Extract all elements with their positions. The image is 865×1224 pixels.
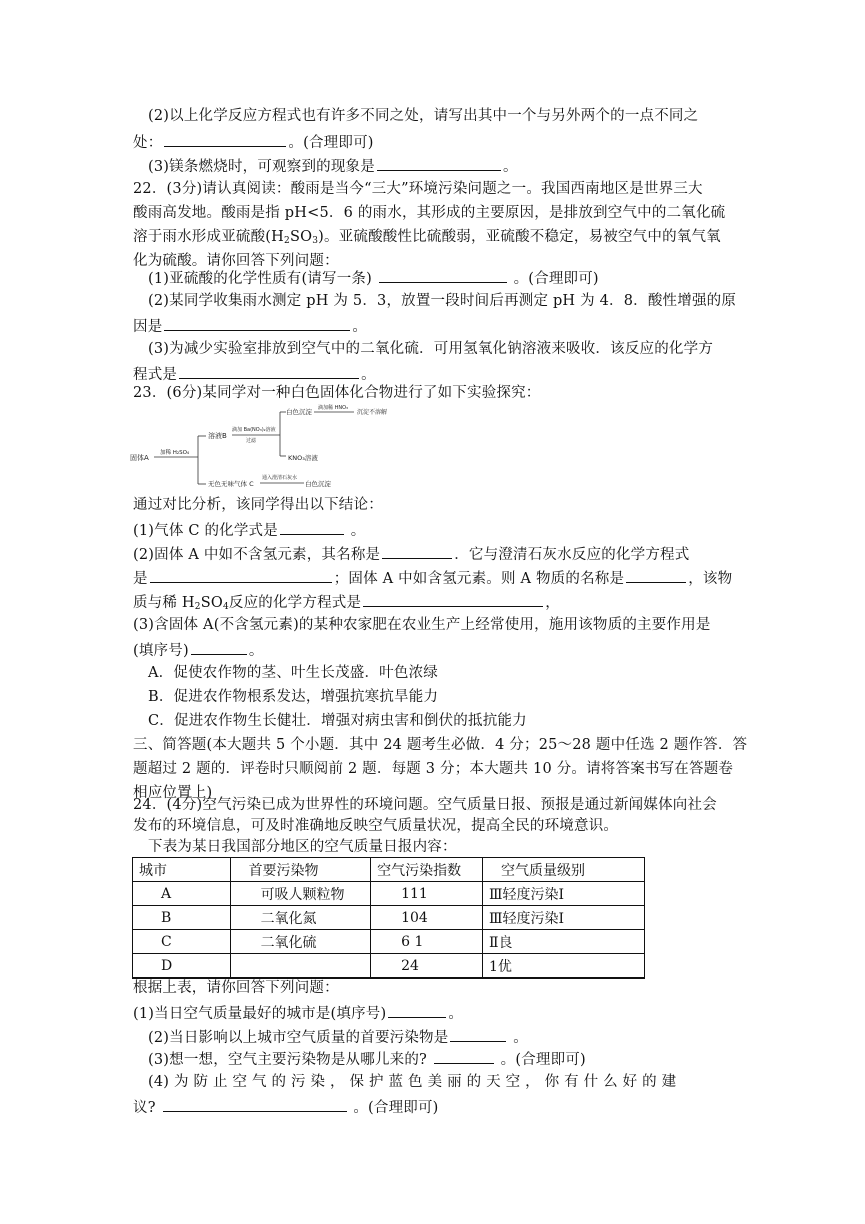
table-row <box>133 906 645 930</box>
flow-ppt-insoluble: 沉淀不溶解 <box>357 409 388 416</box>
flow-reagent2b: 过滤 <box>246 438 257 444</box>
table-cell: 二氧化氮 <box>230 906 371 930</box>
section3-line1: 三、简答题(本大题共 5 个小题．其中 24 题考生必做．4 分；25～28 题中任选 2 题作答．答 <box>133 737 748 753</box>
table-cell: 1优 <box>482 954 644 979</box>
q23-part3-line1: (3)含固体 A(不含氢元素)的某种农家肥在农业生产上经常使用，施用该物质的主要作用是 <box>133 617 711 633</box>
q24-part2: (2)当日影响以上城市空气质量的首要污染物是 。 <box>148 1026 528 1048</box>
table-cell: B <box>133 906 231 930</box>
flow-reagent4: 通入澄清石灰水 <box>262 475 298 481</box>
table-header: 首要污染物 <box>230 858 371 882</box>
table-cell: C <box>133 930 231 954</box>
answer-blank[interactable] <box>379 267 507 283</box>
table-cell: A <box>133 882 231 906</box>
flow-white-ppt: 白色沉淀 <box>286 408 312 416</box>
answer-blank[interactable] <box>280 519 344 535</box>
answer-blank[interactable] <box>179 363 359 379</box>
answer-blank[interactable] <box>150 567 332 583</box>
q24-after-table: 根据上表，请你回答下列问题： <box>133 980 339 996</box>
option-a: A．促使农作物的茎、叶生长茂盛．叶色浓绿 <box>148 665 438 681</box>
q24-part4-line2: 议? 。(合理即可) <box>133 1096 439 1118</box>
table-header: 空气污染指数 <box>371 858 483 882</box>
table-cell: Ⅲ轻度污染Ⅰ <box>482 906 644 930</box>
table-cell: 24 <box>371 954 483 979</box>
q21-part3: (3)镁条燃烧时，可观察到的现象是 。 <box>148 155 518 177</box>
table-cell: D <box>133 954 231 979</box>
answer-blank[interactable] <box>450 1026 506 1042</box>
table-cell: 6 1 <box>371 930 483 954</box>
q23-part1: (1)气体 C 的化学式是 。 <box>133 519 365 541</box>
table-header: 空气质量级别 <box>482 858 644 882</box>
q23-part2-line3: 质与稀 $H_2SO_4$反应的化学方程式是 ， <box>133 591 560 613</box>
answer-blank[interactable] <box>382 543 452 559</box>
table-cell: Ⅲ轻度污染Ⅰ <box>482 882 644 906</box>
q22-part3-line1: (3)为减少实验室排放到空气中的二氧化硫．可用氢氧化钠溶液来吸收．该反应的化学方 <box>148 341 714 357</box>
table-row <box>133 954 645 979</box>
answer-blank[interactable] <box>191 639 247 655</box>
q24-part3: (3)想一想，空气主要污染物是从哪儿来的? 。(合理即可) <box>148 1048 586 1070</box>
answer-blank[interactable] <box>163 1096 347 1112</box>
q24-part1: (1)当日空气质量最好的城市是(填序号) 。 <box>133 1002 463 1024</box>
q22-line2: 酸雨高发地。酸雨是指 pH<5．6 的雨水，其形成的主要原因，是排放到空气中的二氧化硫 <box>133 205 726 221</box>
q23-intro: 23．(6分)某同学对一种白色固体化合物进行了如下实验探究： <box>133 385 541 401</box>
q23-conclusion: 通过对比分析，该同学得出以下结论： <box>133 497 383 513</box>
table-cell <box>230 954 371 979</box>
table-cell: 104 <box>371 906 483 930</box>
table-header: 城市 <box>133 858 231 882</box>
table-cell: 111 <box>371 882 483 906</box>
flow-white-ppt2: 白色沉淀 <box>305 480 331 488</box>
q22-part1: (1)亚硫酸的化学性质有(请写一条) 。(合理即可) <box>148 267 599 289</box>
table-row <box>133 882 645 906</box>
answer-blank[interactable] <box>164 315 350 331</box>
experiment-flowchart <box>128 404 398 489</box>
table-cell: 可吸人颗粒物 <box>230 882 371 906</box>
q24-part4-line1: (4) 为 防 止 空 气 的 污 染 ， 保 护 蓝 色 美 丽 的 天 空 ， 你 有 什 么 好 的 建 <box>148 1074 677 1090</box>
q24-line1: 24．(4分)空气污染已成为世界性的环境问题。空气质量日报、预报是通过新闻媒体向社会 <box>133 797 717 813</box>
q24-line2: 发布的环境信息，可及时准确地反映空气质量状况，提高全民的环境意识。 <box>133 818 619 834</box>
q22-part3-line2: 程式是 。 <box>133 363 376 385</box>
flow-solution-b: 溶液B <box>208 432 227 440</box>
option-c: C．促进农作物生长健壮．增强对病虫害和倒伏的抵抗能力 <box>148 713 527 729</box>
answer-blank[interactable] <box>626 567 686 583</box>
table-header-row <box>133 858 645 882</box>
table-cell: 二氧化硫 <box>230 930 371 954</box>
flow-gas-c: 无色无味气体 C <box>208 480 254 488</box>
section3-line3: 相应位置上) <box>133 785 213 801</box>
answer-blank[interactable] <box>377 155 501 171</box>
flow-solid-a: 固体A <box>130 454 149 462</box>
q23-part3-line2: (填序号) 。 <box>133 639 264 661</box>
q21-part2-line1: (2)以上化学反应方程式也有许多不同之处，请写出其中一个与另外两个的一点不同之 <box>148 108 699 124</box>
answer-blank[interactable] <box>434 1048 494 1064</box>
flow-kno3: KNO₃溶液 <box>288 454 318 462</box>
q22-line4: 化为硫酸。请你回答下列问题： <box>133 253 339 269</box>
air-quality-table <box>132 857 645 979</box>
flow-reagent2a: 滴加 Ba(NO₃)₂溶液 <box>232 427 276 433</box>
q22-line3: 溶于雨水形成亚硫酸$(H_2SO_3)$。亚硫酸酸性比硫酸弱，亚硫酸不稳定，易被空气中的氧气氧 <box>133 229 721 246</box>
q23-part2-line1: (2)固体 A 中如不含氢元素，其名称是 ．它与澄清石灰水反应的化学方程式 <box>133 543 689 565</box>
answer-blank[interactable] <box>388 1002 446 1018</box>
flow-reagent1: 加稀 H₂SO₄ <box>160 450 190 456</box>
section3-line2: 题超过 2 题的．评卷时只顺阅前 2 题．每题 3 分；本大题共 10 分。请将答案书写在答题卷 <box>133 761 734 777</box>
q24-line3: 下表为某日我国部分地区的空气质量日报内容： <box>148 839 457 855</box>
option-b: B．促进农作物根系发达，增强抗寒抗旱能力 <box>148 689 439 705</box>
answer-blank[interactable] <box>363 591 543 607</box>
answer-blank[interactable] <box>164 131 286 147</box>
table-cell: Ⅱ良 <box>482 930 644 954</box>
flow-reagent3: 滴加稀 HNO₃ <box>318 405 349 411</box>
q21-part2-line2: 处： 。(合理即可) <box>133 131 374 153</box>
q23-part2-line2: 是 ；固体 A 中如含氢元素。则 A 物质的名称是 ，该物 <box>133 567 732 589</box>
table-row <box>133 930 645 954</box>
q22-part2-line2: 因是 。 <box>133 315 367 337</box>
q22-part2-line1: (2)某同学收集雨水测定 pH 为 5．3，放置一段时间后再测定 pH 为 4．8．酸性增强的原 <box>148 293 737 309</box>
q22-line1: 22．(3分)请认真阅读：酸雨是当今“三大”环境污染问题之一。我国西南地区是世界三大 <box>133 181 703 197</box>
